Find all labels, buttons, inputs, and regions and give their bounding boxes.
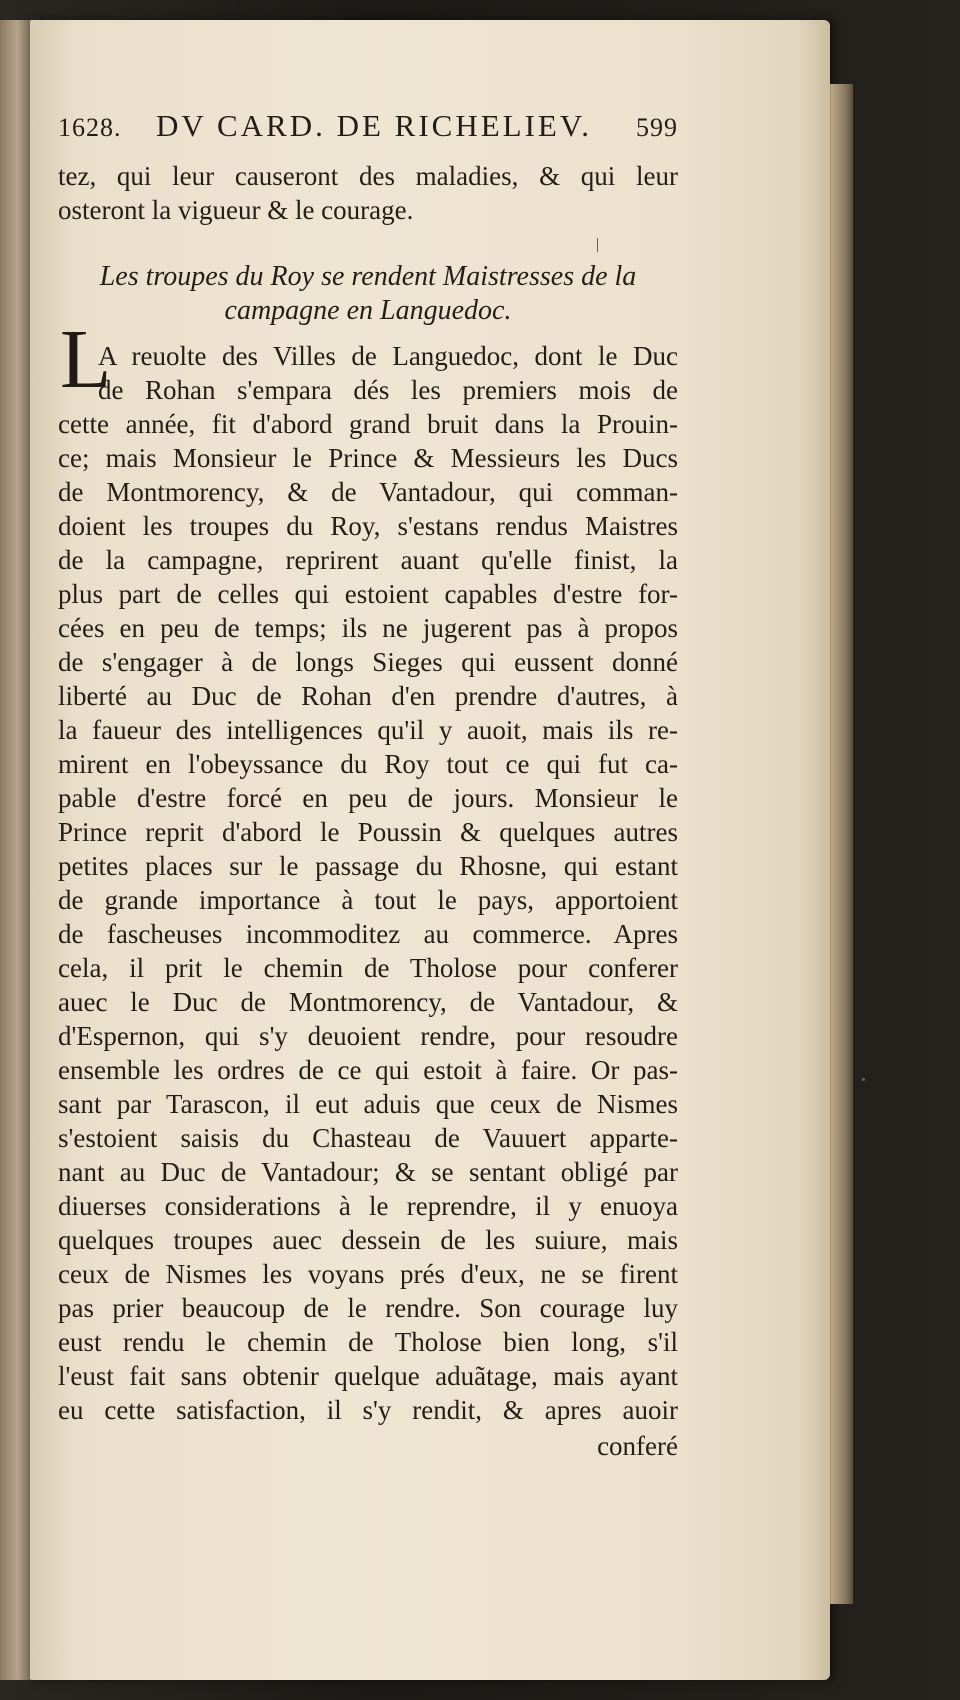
running-head-title: DV CARD. DE RICHELIEV. [155, 108, 592, 143]
text-line: d'Espernon, qui s'y deuoient rendre, pour resoudre [58, 1021, 678, 1051]
text-line: cées en peu de temps; ils ne jugerent pas à propos [58, 613, 678, 643]
paper-speck [862, 1078, 865, 1081]
drop-cap: L [60, 313, 112, 406]
text-line: de fascheuses incommoditez au commerce. Apres [58, 919, 678, 949]
text-line: plus part de celles qui estoient capables d'estre for- [58, 579, 678, 609]
text-line: quelques troupes auec dessein de les suiure, mais [58, 1225, 678, 1255]
text-line: cette année, fit d'abord grand bruit dans la Prouin- [58, 409, 678, 439]
text-line: tez, qui leur causeront des maladies, & qui leur [58, 161, 678, 191]
page-block-edge [830, 84, 853, 1604]
text-line: mirent en l'obeyssance du Roy tout ce qui fut ca- [58, 749, 678, 779]
paper-mark [597, 238, 598, 252]
running-head-year: 1628. [58, 113, 122, 142]
text-line: de s'engager à de longs Sieges qui eussent donné [58, 647, 678, 677]
text-line: de Rohan s'empara dés les premiers mois de [98, 375, 678, 405]
text-line: s'estoient saisis du Chasteau de Vauuert apparte- [58, 1123, 678, 1153]
text-line: A reuolte des Villes de Languedoc, dont le Duc [98, 341, 678, 371]
text-line: cela, il prit le chemin de Tholose pour conferer [58, 953, 678, 983]
text-line: pas prier beaucoup de le rendre. Son courage luy [58, 1293, 678, 1323]
text-line: pable d'estre forcé en peu de jours. Monsieur le [58, 783, 678, 813]
running-head [58, 108, 678, 144]
text-line: liberté au Duc de Rohan d'en prendre d'autres, à [58, 681, 678, 711]
text-line: ensemble les ordres de ce qui estoit à faire. Or pas- [58, 1055, 678, 1085]
text-line: nant au Duc de Vantadour; & se sentant obligé par [58, 1157, 678, 1187]
text-line: de Montmorency, & de Vantadour, qui comman- [58, 477, 678, 507]
text-line: de grande importance à tout le pays, apportoient [58, 885, 678, 915]
page-number: 599 [636, 113, 678, 142]
text-line: petites places sur le passage du Rhosne, qui estant [58, 851, 678, 881]
text-line: osteront la vigueur & le courage. [58, 195, 414, 225]
text-line: ce; mais Monsieur le Prince & Messieurs les Ducs [58, 443, 678, 473]
text-line: sant par Tarascon, il eut aduis que ceux de Nismes [58, 1089, 678, 1119]
text-line: Prince reprit d'abord le Poussin & quelques autres [58, 817, 678, 847]
text-line: ceux de Nismes les voyans prés d'eux, ne se firent [58, 1259, 678, 1289]
text-line: la faueur des intelligences qu'il y auoit, mais ils re- [58, 715, 678, 745]
section-heading-line-1: Les troupes du Roy se rendent Maistresses de la [99, 261, 637, 292]
catchword: conferé [597, 1431, 678, 1461]
text-line: eu cette satisfaction, il s'y rendit, & apres auoir [58, 1395, 678, 1425]
text-line: doient les troupes du Roy, s'estans rendus Maistres [58, 511, 678, 541]
text-line: de la campagne, reprirent auant qu'elle finist, la [58, 545, 678, 575]
text-line: auec le Duc de Montmorency, de Vantadour, & [58, 987, 678, 1017]
text-line: diuerses considerations à le reprendre, il y enuoya [58, 1191, 678, 1221]
text-line: l'eust fait sans obtenir quelque aduãtage, mais ayant [58, 1361, 678, 1391]
text-line: eust rendu le chemin de Tholose bien long, s'il [58, 1327, 678, 1357]
section-heading-line-2: campagne en Languedoc. [224, 295, 512, 326]
